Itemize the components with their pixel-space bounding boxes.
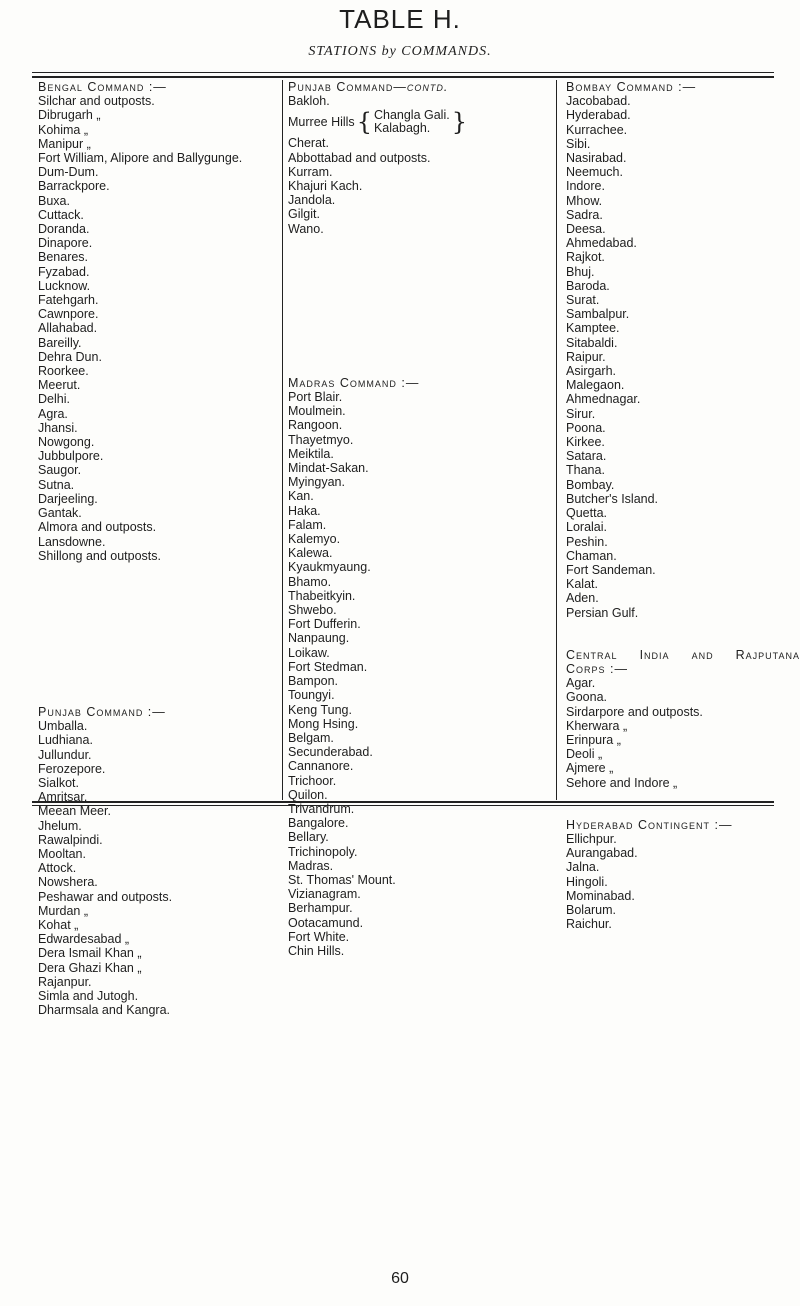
station-entry: Delhi. [38,392,70,407]
station-entry: Allahabad. [38,321,98,336]
station-entry: Sitabaldi. [566,335,618,350]
station-entry: Gilgit. [288,207,320,222]
station-entry: Hingoli. [566,874,608,889]
station-entry: Mindat-Sakan. [288,461,369,476]
station-entry: Cherat. [288,136,329,151]
station-entry: Sehore and Indore „ [566,775,678,790]
central-india-heading-word: Rajputana [735,647,800,662]
station-entry: Nasirabad. [566,151,627,166]
station-entry: Attock. [38,861,77,876]
bombay-command-heading: Bombay Command :— [566,80,697,94]
station-entry: Meerut. [38,378,81,393]
station-entry: Agra. [38,406,68,421]
station-entry: Goona. [566,690,608,705]
column-3 [566,80,800,932]
station-entry: Fort Stedman. [288,659,368,674]
station-entry: Kan. [288,489,314,504]
station-entry: Sadra. [566,207,603,222]
station-entry: Manipur „ [38,136,91,151]
station-entry: Jullundur. [38,747,92,762]
station-entry: Jhelum. [38,818,82,833]
page-number: 60 [391,1270,409,1287]
station-entry: Ahmednagar. [566,392,641,407]
station-entry: Fort Sandeman. [566,562,656,577]
station-entry: Abbottabad and outposts. [288,150,431,165]
station-entry: Mominabad. [566,888,635,903]
punjab-contd-heading [288,80,552,94]
station-entry: Berhampur. [288,901,353,916]
station-entry: Peshawar and outposts. [38,889,173,904]
station-entry: Sibi. [566,136,591,151]
station-entry: Persian Gulf. [566,605,639,620]
station-entry: Kirkee. [566,435,605,450]
station-entry: Khajuri Kach. [288,179,363,194]
station-entry: Loralai. [566,520,607,535]
station-entry: Ahmedabad. [566,236,637,251]
station-entry: Quetta. [566,506,607,521]
station-entry: Fyzabad. [38,264,90,279]
station-entry: Secunderabad. [288,745,373,760]
central-india-heading-word: and [691,647,714,662]
station-entry: Baroda. [566,278,610,293]
station-changla-gali: Changla Gali. [373,108,450,123]
station-entry: Erinpura „ [566,732,621,747]
station-entry: Ajmere „ [566,761,614,776]
station-entry: Poona. [566,420,606,435]
station-entry: Dehra Dun. [38,349,102,364]
station-entry: Nowshera. [38,875,98,890]
station-entry: Neemuch. [566,165,623,180]
station-entry: Loikaw. [288,645,330,660]
station-entry: Trichoor. [288,773,337,788]
station-entry: Sirur. [566,406,596,421]
station-entry: Cawnpore. [38,307,99,322]
station-entry: Quilon. [288,787,328,802]
station-entry: Keng Tung. [288,702,352,717]
station-entry: Ferozepore. [38,761,106,776]
station-entry: Rajanpur. [38,974,92,989]
station-entry: Madras. [288,858,334,873]
station-entry: Kalat. [566,577,598,592]
station-entry: Nowgong. [38,435,95,450]
station-entry: Almora and outposts. [38,520,157,535]
station-entry: Toungyi. [288,688,335,703]
station-entry: Chaman. [566,548,617,563]
station-entry: Jacobabad. [566,94,631,109]
station-entry: Deoli „ [566,747,603,762]
top-rule-thick [32,76,774,78]
station-entry: Aurangabad. [566,846,638,861]
station-entry: Rawalpindi. [38,832,103,847]
station-entry: Bampon. [288,674,339,689]
column-divider-right [556,80,557,800]
hyderabad-station-list [566,832,786,931]
station-entry: Rangoon. [288,418,343,433]
station-entry: Shwebo. [288,603,337,618]
murree-hills-label: Murree Hills [288,115,355,130]
station-entry: Umballa. [38,719,88,734]
madras-command-heading: Madras Command :— [288,375,420,390]
station-entry: Buxa. [38,193,70,208]
station-entry: Ootacamund. [288,915,364,930]
bengal-command-heading: Bengal Command :— [38,80,167,94]
station-entry: Aden. [566,591,599,606]
station-entry: Jandola. [288,193,336,208]
station-entry: Jalna. [566,860,600,875]
station-entry: Bombay. [566,477,615,492]
station-entry: Kyaukmyaung. [288,560,371,575]
hyderabad-contingent-heading: Hyderabad Contingent :— [566,817,733,832]
station-entry: Hyderabad. [566,108,631,123]
station-entry: Bareilly. [38,335,82,350]
station-entry: Thayetmyo. [288,432,354,447]
central-india-heading-word: Central [566,647,618,662]
station-entry: Ellichpur. [566,831,617,846]
station-entry: Amritsar. [38,790,88,805]
station-bakloh: Bakloh. [288,94,330,109]
station-entry: Dibrugarh „ [38,108,101,123]
station-entry: Kalemyo. [288,532,341,547]
station-entry: Dum-Dum. [38,165,99,180]
station-entry: Rajkot. [566,250,605,265]
station-entry: Deesa. [566,222,606,237]
column-2 [288,80,552,958]
central-india-heading-line2: Corps :— [566,661,628,676]
station-entry: Butcher's Island. [566,491,659,506]
station-entry: Meiktila. [288,446,334,461]
station-entry: Roorkee. [38,364,89,379]
station-entry: Shillong and outposts. [38,548,162,563]
station-entry: Lansdowne. [38,534,106,549]
station-entry: Kamptee. [566,321,620,336]
punjab-command-heading: Punjab Command :— [38,704,166,719]
station-entry: Kohima „ [38,122,89,137]
station-entry: Benares. [38,250,89,265]
station-entry: Peshin. [566,534,608,549]
top-rule-thin [32,72,774,73]
station-entry: Dera Ghazi Khan „ [38,960,142,975]
station-entry: Sutna. [38,477,75,492]
station-entry: Dera Ismail Khan „ [38,946,142,961]
station-entry: Sambalpur. [566,307,630,322]
station-entry: Bellary. [288,830,329,845]
station-entry: Bangalore. [288,816,349,831]
station-entry: Trivandrum. [288,801,355,816]
station-entry: Doranda. [38,222,90,237]
station-entry: Bhuj. [566,264,595,279]
station-entry: Dinapore. [38,236,93,251]
station-entry: Kurram. [288,164,333,179]
station-entry: Malegaon. [566,378,625,393]
station-entry: Kohat „ [38,917,79,932]
left-brace: { [356,108,372,137]
station-entry: Thabeitkyin. [288,588,356,603]
station-entry: Silchar and outposts. [38,94,155,109]
station-entry: Simla and Jutogh. [38,988,139,1003]
page-title: TABLE H. [339,4,461,34]
station-entry: Saugor. [38,463,82,478]
station-entry: Falam. [288,517,327,532]
punjab-contd-station-list [288,136,552,235]
station-entry: St. Thomas' Mount. [288,872,396,887]
station-entry: Satara. [566,449,607,464]
column-1 [38,80,278,1017]
station-entry: Kherwara „ [566,718,628,733]
punjab-station-list [38,719,278,1017]
punjab-contd-heading-main: Punjab Command— [288,80,407,94]
station-entry: Agar. [566,676,596,691]
murree-hills-group [288,108,552,136]
column-divider-left [282,80,283,800]
station-entry: Port Blair. [288,390,343,405]
punjab-contd-heading-contd: contd. [406,80,449,94]
station-entry: Murdan „ [38,903,89,918]
central-india-heading-word: India [639,647,670,662]
station-entry: Mhow. [566,193,603,208]
station-entry: Wano. [288,221,324,236]
station-entry: Vizianagram. [288,887,361,902]
central-india-heading [566,647,800,662]
station-entry: Belgam. [288,730,334,745]
station-entry: Cuttack. [38,207,84,222]
station-entry: Gantak. [38,506,82,521]
station-entry: Fort White. [288,929,350,944]
station-entry: Fort William, Alipore and Ballygunge. [38,151,243,166]
station-entry: Meean Meer. [38,804,111,819]
station-entry: Indore. [566,179,605,194]
station-entry: Nanpaung. [288,631,350,646]
station-entry: Darjeeling. [38,491,98,506]
station-entry: Edwardesabad „ [38,932,130,947]
central-india-station-list [566,676,786,790]
station-entry: Mong Hsing. [288,716,359,731]
station-entry: Bhamo. [288,574,332,589]
station-entry: Dharmsala and Kangra. [38,1003,171,1018]
station-entry: Bolarum. [566,902,617,917]
madras-station-list [288,390,552,958]
station-entry: Asirgarh. [566,364,617,379]
station-entry: Surat. [566,293,600,308]
station-entry: Raipur. [566,349,606,364]
station-entry: Fatehgarh. [38,293,99,308]
station-entry: Raichur. [566,917,612,932]
station-entry: Haka. [288,503,321,518]
bengal-station-list [38,94,278,563]
station-entry: Mooltan. [38,846,86,861]
station-entry: Kurrachee. [566,122,628,137]
station-entry: Fort Dufferin. [288,617,361,632]
station-kalabagh: Kalabagh. [373,121,431,136]
station-entry: Ludhiana. [38,733,93,748]
station-entry: Moulmein. [288,404,346,419]
station-entry: Sirdarpore and outposts. [566,704,703,719]
station-entry: Barrackpore. [38,179,110,194]
station-entry: Lucknow. [38,278,91,293]
station-entry: Jhansi. [38,420,78,435]
station-entry: Kalewa. [288,546,333,561]
station-entry: Cannanore. [288,759,354,774]
station-entry: Chin Hills. [288,943,345,958]
station-entry: Myingyan. [288,475,345,490]
bombay-station-list [566,94,786,620]
station-entry: Trichinopoly. [288,844,358,859]
station-entry: Jubbulpore. [38,449,104,464]
page-subtitle: STATIONS by COMMANDS. [308,44,492,59]
station-entry: Thana. [566,463,605,478]
station-entry: Sialkot. [38,775,79,790]
right-brace: } [451,108,467,137]
